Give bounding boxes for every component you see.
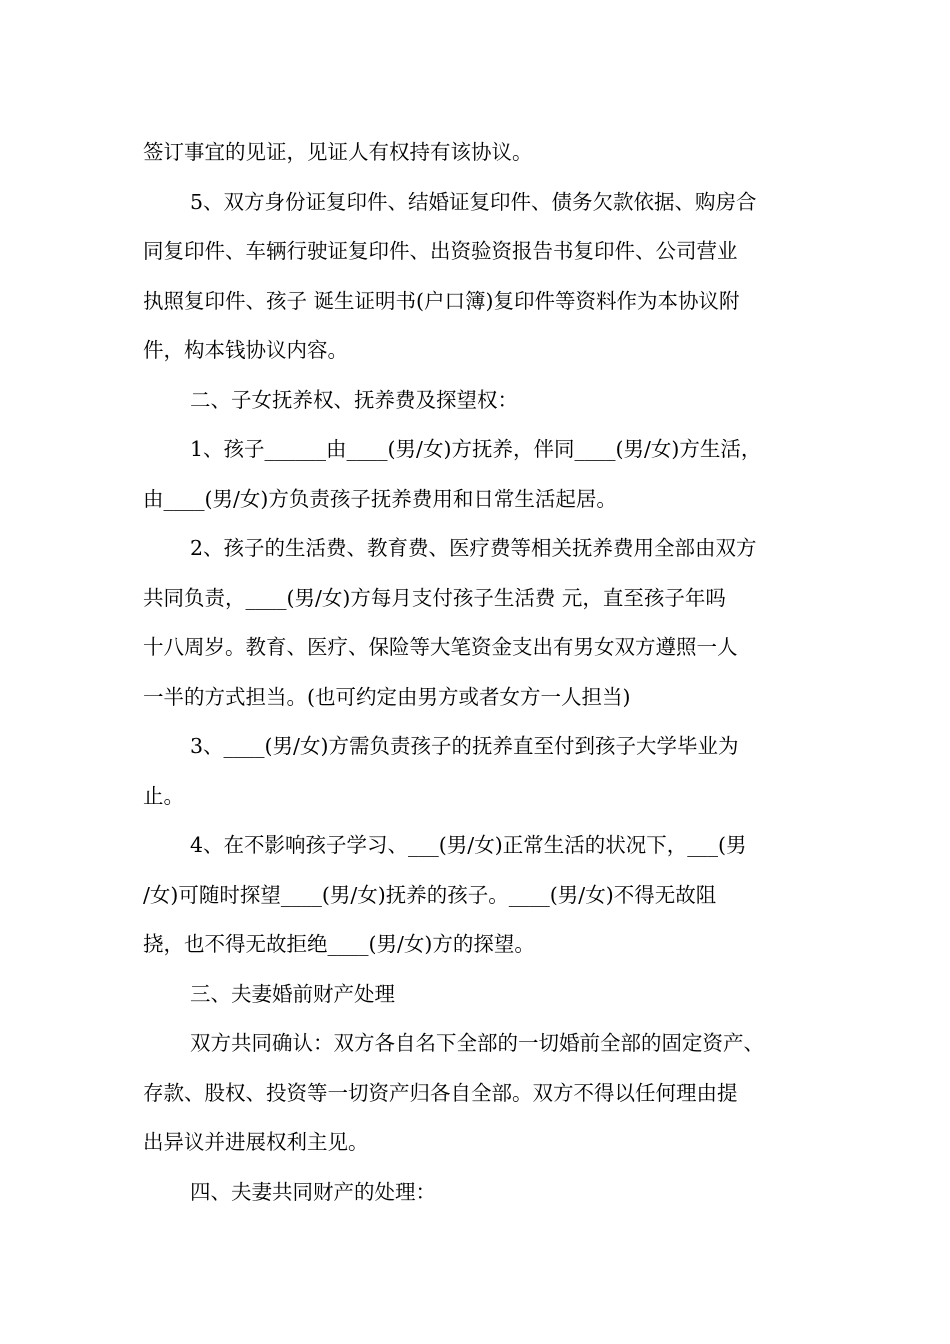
text-line: 一半的方式担当。(也可约定由男方或者女方一人担当) bbox=[143, 684, 631, 709]
text-line: 同复印件、车辆行驶证复印件、出资验资报告书复印件、公司营业 bbox=[143, 239, 738, 263]
text-line: 1、孩子______由____(男/女)方抚养，伴同____(男/女)方生活， bbox=[190, 437, 762, 461]
text-line: 存款、股权、投资等一切资产归各自全部。双方不得以任何理由提 bbox=[143, 1080, 738, 1105]
text-line: 2、孩子的生活费、教育费、医疗费等相关抚养费用全部由双方 bbox=[190, 536, 757, 560]
text-line: 执照复印件、孩子 诞生证明书(户口簿)复印件等资料作为本协议附 bbox=[143, 288, 740, 313]
text-line: 由____(男/女)方负责孩子抚养费用和日常生活起居。 bbox=[143, 486, 617, 511]
text-line: 件，构本钱协议内容。 bbox=[143, 338, 348, 362]
text-line: 4、在不影响孩子学习、___(男/女)正常生活的状况下，___(男 bbox=[190, 833, 747, 857]
text-line: 3、____(男/女)方需负责孩子的抚养直至付到孩子大学毕业为 bbox=[190, 734, 739, 758]
text-line: 止。 bbox=[143, 783, 184, 808]
text-line: 5、双方身份证复印件、结婚证复印件、债务欠款依据、购房合 bbox=[190, 189, 757, 214]
section-heading: 四、夫妻共同财产的处理： bbox=[190, 1179, 436, 1204]
section-heading: 二、子女抚养权、抚养费及探望权： bbox=[190, 387, 518, 412]
text-line: /女)可随时探望____(男/女)抚养的孩子。____(男/女)不得无故阻 bbox=[143, 882, 717, 907]
text-line: 共同负责，____(男/女)方每月支付孩子生活费 元，直至孩子年吗 bbox=[143, 585, 726, 610]
text-line: 双方共同确认：双方各自名下全部的一切婚前全部的固定资产、 bbox=[190, 1031, 764, 1055]
text-line: 挠，也不得无故拒绝____(男/女)方的探望。 bbox=[143, 932, 535, 956]
text-line: 出异议并进展权利主见。 bbox=[143, 1130, 369, 1154]
document-body bbox=[143, 128, 807, 1217]
text-line: 签订事宜的见证，见证人有权持有该协议。 bbox=[143, 140, 533, 164]
section-heading: 三、夫妻婚前财产处理 bbox=[190, 981, 395, 1006]
text-line: 十八周岁。教育、医疗、保险等大笔资金支出有男女双方遵照一人 bbox=[143, 635, 738, 659]
